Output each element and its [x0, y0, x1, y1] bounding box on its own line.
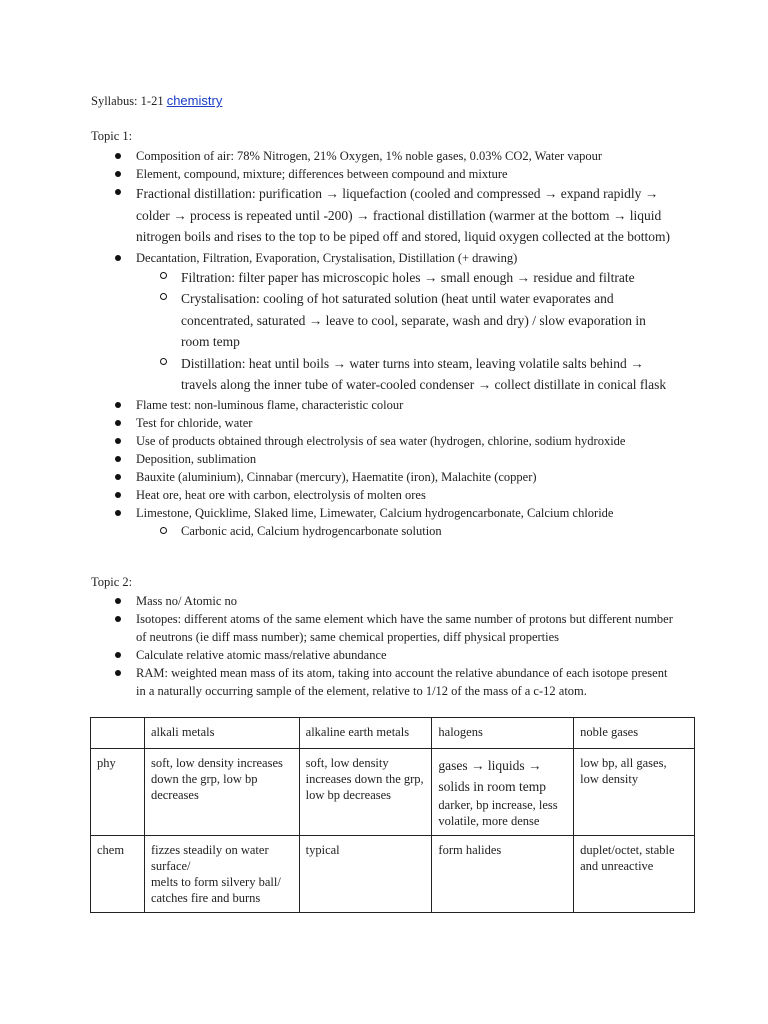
topic1-list [0, 147, 768, 540]
table-header-cell [91, 718, 145, 749]
list-item: RAM: weighted mean mass of its atom, taking into account the relative abundance of each isotope present in a naturally occurring sample of the element, relative to 1/12 of the mass of a c-12 atom. [0, 664, 676, 700]
topic1-heading: Topic 1: [91, 129, 133, 143]
list-item: Calculate relative atomic mass/relative abundance [0, 646, 676, 664]
table-cell: phy [91, 749, 145, 836]
table-cell: duplet/octet, stable and unreactive [574, 836, 695, 913]
syllabus-label: Syllabus: 1-21 [91, 94, 164, 108]
group-properties-table [90, 717, 695, 913]
sublist-item: Carbonic acid, Calcium hydrogencarbonate solution [181, 522, 676, 540]
syllabus-line [91, 93, 222, 109]
limestone-sublist [136, 522, 676, 540]
list-item: Element, compound, mixture; differences between compound and mixture [0, 165, 676, 183]
list-item: Fractional distillation: purification → liquefaction (cooled and compressed → expand rapidly → colder → process is repeated until -200) → fractional distillation (warmer at the bottom → liquid nitrogen boils and rises to the top to be piped off and stored, liquid oxygen collected at the bottom) [0, 183, 676, 248]
table-cell: chem [91, 836, 145, 913]
list-item: Bauxite (aluminium), Cinnabar (mercury), Haematite (iron), Malachite (copper) [0, 468, 676, 486]
table-header-cell: noble gases [574, 718, 695, 749]
chemistry-link[interactable]: chemistry [166, 93, 223, 108]
table-row [91, 749, 695, 836]
table-row [91, 836, 695, 913]
topic2-heading: Topic 2: [91, 575, 133, 589]
list-item: Test for chloride, water [0, 414, 676, 432]
sublist-item: Distillation: heat until boils → water turns into steam, leaving volatile salts behind → travels along the inner tube of water-cooled condenser → collect distillate in conical flask [181, 353, 676, 396]
list-item: Mass no/ Atomic no [0, 592, 676, 610]
table-cell: form halides [432, 836, 574, 913]
table-cell [144, 836, 299, 913]
alkali-chem-line: melts to form silvery ball/ [150, 875, 281, 889]
sublist-item: Filtration: filter paper has microscopic holes → small enough → residue and filtrate [181, 267, 676, 289]
table-cell: soft, low density increases down the grp, low bp decreases [299, 749, 432, 836]
table-cell: typical [299, 836, 432, 913]
halogens-phy-line: darker, bp increase, less volatile, more dense [438, 798, 558, 828]
list-item: Isotopes: different atoms of the same element which have the same number of protons but different number of neutrons (ie diff mass number); same chemical properties, diff physical properties [0, 610, 676, 646]
list-item: Flame test: non-luminous flame, characteristic colour [0, 396, 676, 414]
list-item: Heat ore, heat ore with carbon, electrolysis of molten ores [0, 486, 676, 504]
list-item: Use of products obtained through electrolysis of sea water (hydrogen, chlorine, sodium hydroxide [0, 432, 676, 450]
list-item: Decantation, Filtration, Evaporation, Crystalisation, Distillation (+ drawing) Filtration: filter paper has microscopic holes → small enough → residue and filtrate Crystalisation: cooling of hot saturated solution (heat until water evaporates and concentrated, saturated → leave to cool, separate, wash and dry) / slow evaporation in room temp Distillation: heat until boils → water turns into steam, leaving volatile salts behind → travels along the inner tube of water-cooled condenser → collect distillate in conical flask [0, 249, 676, 396]
table-cell [432, 749, 574, 836]
table-cell: soft, low density increases down the grp, low bp decreases [144, 749, 299, 836]
sublist-item: Crystalisation: cooling of hot saturated solution (heat until water evaporates and concentrated, saturated → leave to cool, separate, wash and dry) / slow evaporation in room temp [181, 288, 676, 353]
table-cell: low bp, all gases, low density [574, 749, 695, 836]
alkali-chem-line: fizzes steadily on water surface/ [150, 843, 269, 873]
topic2-list [0, 592, 768, 700]
list-item: Limestone, Quicklime, Slaked lime, Limewater, Calcium hydrogencarbonate, Calcium chloride Carbonic acid, Calcium hydrogencarbonate solution [0, 504, 676, 540]
list-item: Deposition, sublimation [0, 450, 676, 468]
halogens-phy-line: gases → liquids → solids in room temp [438, 758, 547, 794]
alkali-chem-line: catches fire and burns [150, 891, 261, 905]
table-header-cell: alkaline earth metals [299, 718, 432, 749]
table-header-cell: halogens [432, 718, 574, 749]
table-header-cell: alkali metals [144, 718, 299, 749]
separation-sublist [136, 267, 676, 396]
list-item: Composition of air: 78% Nitrogen, 21% Oxygen, 1% noble gases, 0.03% CO2, Water vapour [0, 147, 676, 165]
table-header-row [91, 718, 695, 749]
